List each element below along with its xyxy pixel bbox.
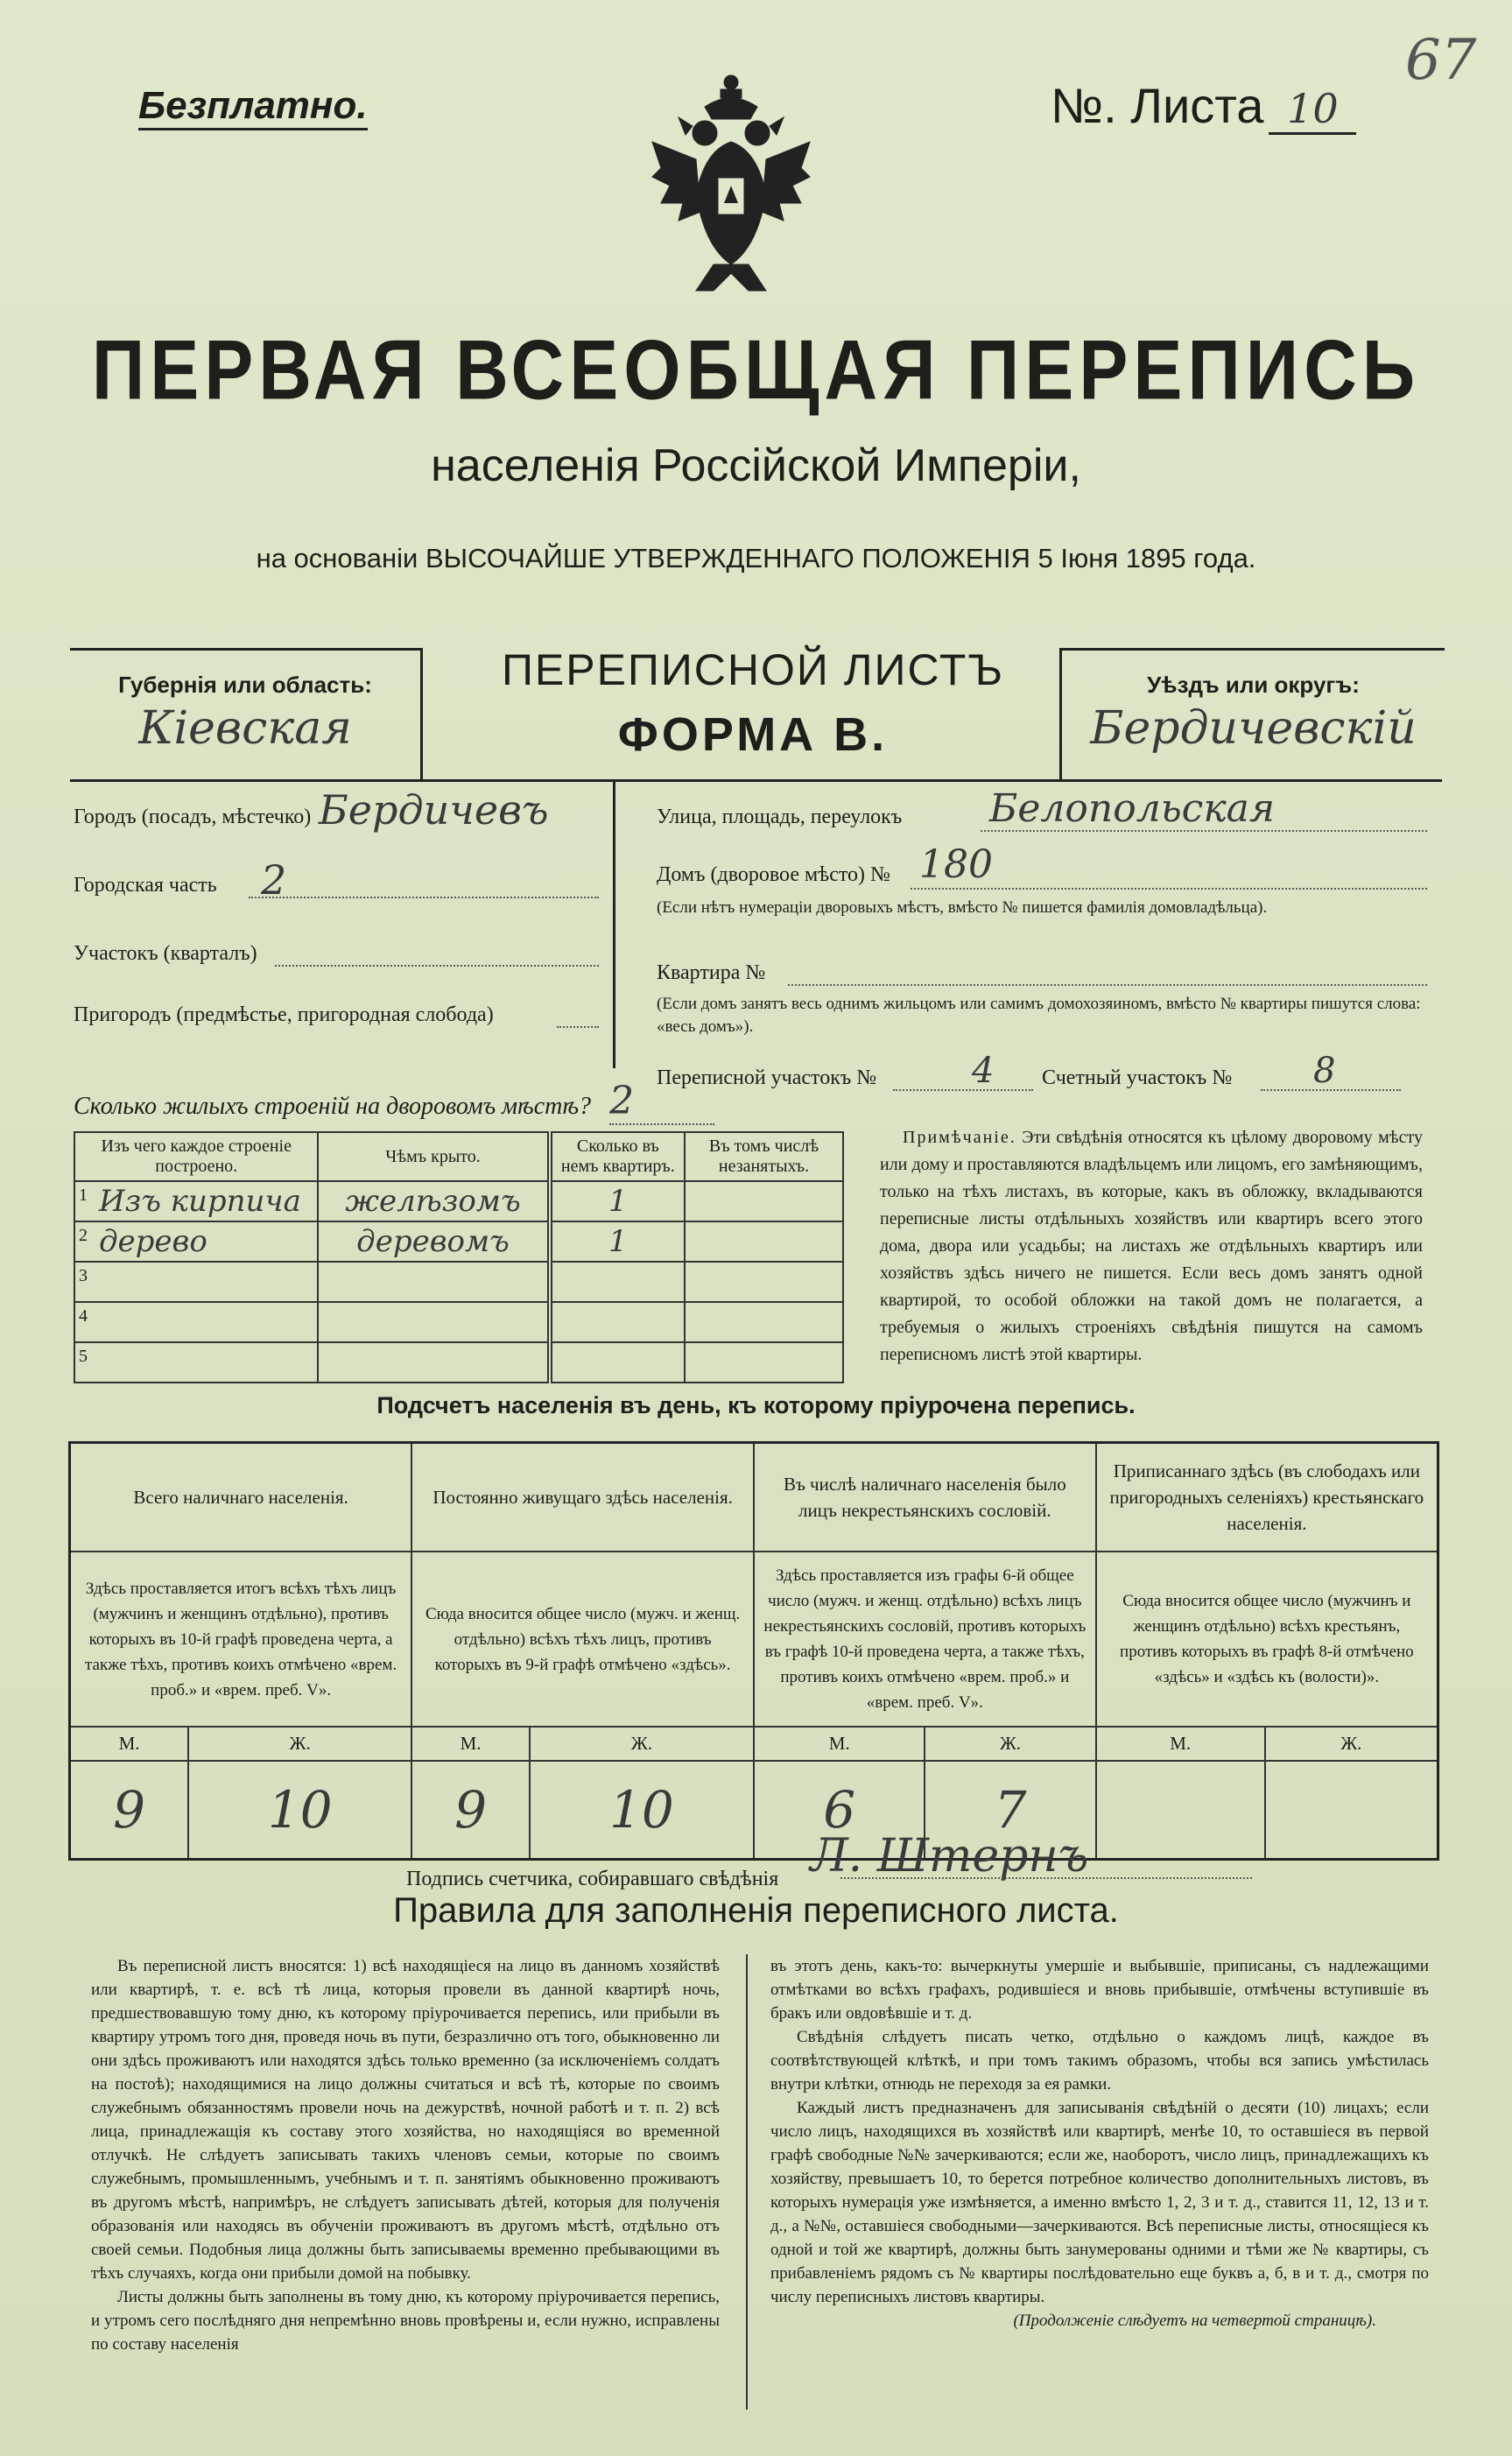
summary-col-peasant-head: Приписаннаго здѣсь (въ слободахъ или пригородныхъ селеніяхъ) крестьянскаго населенія. xyxy=(1096,1443,1438,1552)
row-number: 3 xyxy=(79,1266,88,1285)
buildings-note xyxy=(880,1124,1423,1369)
col-roof-header: Чѣмъ крыто. xyxy=(318,1132,549,1181)
male-label: М. xyxy=(70,1727,189,1761)
col-material-header: Изъ чего каждое строеніе построено. xyxy=(74,1132,318,1181)
buildings-answer: 2 xyxy=(609,1079,714,1125)
header-divider xyxy=(70,779,1442,782)
legal-basis: на основаніи ВЫСОЧАЙШЕ УТВЕРЖДЕННАГО ПОЛОЖЕНІЯ 5 Іюня 1895 года. xyxy=(256,543,1256,574)
rules-left-column xyxy=(91,1954,720,2356)
summary-col-nonpeasant-head: Въ числѣ наличнаго населенія было лицъ некрестьянскихъ сословій. xyxy=(754,1443,1096,1552)
row-number: 5 xyxy=(79,1347,88,1366)
col-apartments-header: Сколько въ немъ квартиръ. xyxy=(550,1132,685,1181)
main-title: ПЕРВАЯ ВСЕОБЩАЯ ПЕРЕПИСЬ xyxy=(91,321,1421,417)
street-row xyxy=(657,786,1427,848)
free-label: Безплатно. xyxy=(138,84,368,130)
roof-cell xyxy=(318,1342,549,1383)
apartment-label: Квартира № xyxy=(657,961,766,984)
female-label: Ж. xyxy=(188,1727,411,1761)
address-divider xyxy=(613,779,615,1068)
signature-value: Л. Штернъ xyxy=(810,1830,1089,1882)
counting-district-label: Счетный участокъ № xyxy=(1042,1066,1233,1089)
permanent-female-value: 10 xyxy=(530,1761,754,1860)
apartments-cell xyxy=(550,1262,685,1302)
female-label: Ж. xyxy=(1265,1727,1438,1761)
table-row xyxy=(74,1342,843,1383)
female-label: Ж. xyxy=(925,1727,1095,1761)
rules-paragraph: Свѣдѣнія слѣдуетъ писать четко, отдѣльно о каждомъ лицѣ, каждое въ соотвѣтствующей клѣткѣ, и при томъ такимъ образомъ, чтобы вся запись умѣстилась внутри клѣтки, отнюдь не переходя за ея рамки. xyxy=(770,2028,1429,2094)
table-row xyxy=(74,1262,843,1302)
table-row xyxy=(74,1221,843,1262)
buildings-question: Сколько жилыхъ строеній на дворовомъ мѣстѣ? xyxy=(74,1093,592,1120)
census-district-value: 4 xyxy=(972,1051,995,1091)
imperial-eagle-emblem-icon xyxy=(643,72,819,308)
summary-head-row xyxy=(70,1443,1438,1552)
signature-label: Подпись счетчика, собиравшаго свѣдѣнія xyxy=(406,1868,779,1890)
male-label: М. xyxy=(1096,1727,1265,1761)
sheet-number-area xyxy=(1051,77,1356,135)
row-number: 2 xyxy=(79,1226,88,1245)
note-text: Эти свѣдѣнія относятся къ цѣлому дворовому мѣсту или дому и проставляются владѣльцемъ или лицомъ, его замѣняющимъ, только на тѣхъ листахъ, въ которые, какъ въ обложку, вкладываются переписные листы отдѣльныхъ хозяйствъ или квартиръ всего этого дома, двора или усадьбы; на листахъ же отдѣльныхъ квартиръ или хозяйствъ здѣсь ничего не пишется. Если весь домъ занятъ одной квартирой, то особой обложки на такой домъ не полагается, а требуемыя о жилыхъ строеніяхъ свѣдѣнія пишутся на самомъ переписномъ листѣ этой квартиры. xyxy=(880,1128,1424,1364)
house-row xyxy=(657,842,1427,893)
row-number: 1 xyxy=(79,1186,88,1205)
house-label: Домъ (дворовое мѣсто) № xyxy=(657,863,890,886)
buildings-question-row xyxy=(74,1079,714,1125)
roof-cell xyxy=(318,1302,549,1342)
nonpeasant-male-value: 6 xyxy=(754,1761,925,1860)
vacant-cell xyxy=(685,1221,843,1262)
subtitle: населенія Россійской Имперіи, xyxy=(431,440,1081,491)
summary-col-peasant-desc: Сюда вносится общее число (мужчинъ и женщинъ отдѣльно) всѣхъ крестьянъ, противъ которыхъ въ графѣ 8-й отмѣчено «здѣсь» и «здѣсь къ (волости)». xyxy=(1096,1552,1438,1727)
city-part-label: Городская часть xyxy=(74,874,217,897)
suburb-label: Пригородъ (предмѣстье, пригородная слобода) xyxy=(74,1003,494,1026)
material-cell: Изъ кирпича xyxy=(99,1184,301,1219)
house-note: (Если нѣтъ нумераціи дворовыхъ мѣстъ, вмѣсто № пишется фамилія домовладѣльца). xyxy=(657,898,1268,917)
sheet-title: ПЕРЕПИСНОЙ ЛИСТЪ xyxy=(501,645,1005,694)
nonpeasant-female-value: 7 xyxy=(925,1761,1095,1860)
guberniya-label: Губернія или область: xyxy=(118,672,372,698)
block-label: Участокъ (кварталъ) xyxy=(74,942,257,965)
col-vacant-header: Въ томъ числѣ незанятыхъ. xyxy=(685,1132,843,1181)
note-title: Примѣчаніе. xyxy=(903,1128,1016,1147)
apartments-cell xyxy=(550,1302,685,1342)
rules-paragraph: Въ переписной листъ вносятся: 1) всѣ находящіеся на лицо въ данномъ хозяйствѣ или квартирѣ, т. е. всѣ тѣ лица, которыя провели въ данной квартирѣ ночь, предшествовавшую тому дню, къ которому пріурочивается перепись, или прибыли въ квартиру утромъ того дня, проведя ночь въ пути, безразлично отъ того, обыкновенно ли они здѣсь проживаютъ или находятся здѣсь только временно (за исключеніемъ солдатъ на постоѣ); находящимися на лицо должны считаться и всѣ тѣ, которые по своимъ служебнымъ обязанностямъ провели ночь на дежурствѣ, ночной работѣ и т. п. 2) всѣ лица, принадлежащія къ составу этого хозяйства, но находящіяся во временной отлучкѣ. Не слѣдуетъ записывать такихъ членовъ семьи, которые по своимъ служебнымъ, промышленнымъ, учебнымъ и т. п. занятіямъ обыкновенно проживаютъ въ другомъ мѣстѣ, напримѣръ, не слѣдуетъ записывать дѣтей, которыя для полученія образованія или находясь въ обученіи проживаютъ въ другомъ мѣстѣ, отдѣльно отъ своей семьи. Подобныя лица должны быть записываемы временно пребывающими въ тѣхъ случаяхъ, когда они прибыли домой на побывку. xyxy=(91,1957,720,2283)
table-row xyxy=(74,1302,843,1342)
archive-corner-number: 67 xyxy=(1405,28,1477,93)
districts-row xyxy=(657,1051,1427,1098)
rules-column-divider xyxy=(746,1954,748,2410)
rules-right-column xyxy=(770,1954,1429,2333)
rules-title: Правила для заполненія переписного листа. xyxy=(393,1891,1119,1930)
city-value: Бердичевъ xyxy=(319,786,549,834)
vacant-cell xyxy=(685,1302,843,1342)
rules-continued-note: (Продолженіе слѣдуетъ на четвертой страницѣ). xyxy=(1013,2312,1376,2330)
male-label: М. xyxy=(411,1727,530,1761)
sheet-number-value: 10 xyxy=(1269,85,1356,135)
apartment-row xyxy=(657,956,1427,988)
material-cell: дерево xyxy=(99,1224,207,1259)
apartments-cell: 1 xyxy=(550,1181,685,1221)
summary-col-total-head: Всего наличнаго населенія. xyxy=(70,1443,412,1552)
suburb-row xyxy=(74,996,599,1049)
table-row xyxy=(74,1181,843,1221)
census-district-label: Переписной участокъ № xyxy=(657,1066,877,1089)
apartment-note: (Если домъ занятъ весь однимъ жильцомъ или самимъ домохозяиномъ, вмѣсто № квартиры пишутся слова: «весь домъ»). xyxy=(657,995,1421,1036)
guberniya-value: Кіевская xyxy=(138,702,352,755)
vacant-cell xyxy=(685,1262,843,1302)
rules-paragraph: въ этотъ день, какъ-то: вычеркнуты умершіе и выбывшіе, приписаны, съ надлежащими отмѣтками во всѣхъ графахъ, родившіеся и вновь прибывшіе, отмѣчены вступившіе въ бракъ или овдовѣвшіе и т. д. xyxy=(770,1957,1429,2023)
summary-desc-row xyxy=(70,1552,1438,1727)
total-female-value: 10 xyxy=(188,1761,411,1860)
summary-col-permanent-desc: Сюда вносится общее число (мужч. и женщ. отдѣльно) всѣхъ тѣхъ лицъ, противъ которыхъ въ 9-й графѣ отмѣчено «здѣсь». xyxy=(411,1552,754,1727)
uezd-label: Уѣздъ или округъ: xyxy=(1147,672,1360,698)
street-value: Белопольская xyxy=(989,786,1275,831)
rules-paragraph: Каждый листъ предназначенъ для записыванія свѣдѣній о десяти (10) лицахъ; если число лицъ, находящихся въ хозяйствѣ или квартирѣ, менѣе 10, то оставшіеся въ первой графѣ свободные №№ зачеркиваются; если же, наоборотъ, число лицъ, принадлежащихъ къ хозяйству, превышаетъ 10, то берется потребное количество дополнительныхъ листовъ, въ которыхъ нумерація уже измѣняется, а именно вмѣсто 1, 2, 3 и т. д., ставится 11, 12, 13 и т. д., а №№, оставшіеся свободными—зачеркиваются. Всѣ переписные листы, относящіеся къ одной и той же квартирѣ, должны быть занумерованы одними и тѣми же № квартиры, съ прибавленіемъ рядомъ съ № квартиры послѣдовательно еще буквъ а, б, в и т. д., смотря по числу переписныхъ листовъ квартиры. xyxy=(770,2099,1429,2306)
house-value: 180 xyxy=(919,842,993,887)
buildings-table xyxy=(74,1131,844,1383)
apartments-cell xyxy=(550,1342,685,1383)
vacant-cell xyxy=(685,1342,843,1383)
roof-cell xyxy=(318,1262,549,1302)
city-part-row xyxy=(74,856,599,926)
block-row xyxy=(74,926,599,996)
uezd-value: Бердичевскій xyxy=(1090,702,1417,755)
form-name: ФОРМА В. xyxy=(617,708,889,761)
street-label: Улица, площадь, переулокъ xyxy=(657,806,903,828)
address-right xyxy=(657,786,1427,1098)
female-label: Ж. xyxy=(530,1727,754,1761)
summary-mf-row xyxy=(70,1727,1438,1761)
rules-paragraph: Листы должны быть заполнены въ тому дню, къ которому пріурочивается перепись, и утромъ сего послѣдняго дня непремѣнно вновь провѣрены и, если нужно, исправлены по составу населенія xyxy=(91,2288,720,2354)
total-male-value: 9 xyxy=(70,1761,189,1860)
uezd-box xyxy=(1059,648,1445,782)
peasant-female-value xyxy=(1265,1761,1438,1860)
vacant-cell xyxy=(685,1181,843,1221)
signature-line xyxy=(840,1877,1252,1879)
apartments-cell: 1 xyxy=(550,1221,685,1262)
signature-row xyxy=(406,1830,1282,1890)
sheet-title-block xyxy=(455,644,1051,762)
male-label: М. xyxy=(754,1727,925,1761)
summary-col-nonpeasant-desc: Здѣсь проставляется изъ графы 6-й общее число (мужч. и женщ. отдѣльно) всѣхъ лицъ некрестьянскихъ сословій, противъ которыхъ въ графѣ 10-й проведена черта, а также тѣхъ, противъ коихъ отмѣчено «врем. проб.» и «врем. преб. V». xyxy=(754,1552,1096,1727)
permanent-male-value: 9 xyxy=(411,1761,530,1860)
roof-cell: желѣзомъ xyxy=(318,1181,549,1221)
buildings-header-row xyxy=(74,1132,843,1181)
roof-cell: деревомъ xyxy=(318,1221,549,1262)
sheet-label: №. Листа xyxy=(1051,78,1264,133)
summary-table xyxy=(68,1441,1439,1861)
guberniya-box xyxy=(70,648,423,782)
address-left xyxy=(74,786,599,1049)
summary-col-permanent-head: Постоянно живущаго здѣсь населенія. xyxy=(411,1443,754,1552)
row-number: 4 xyxy=(79,1306,88,1326)
city-row xyxy=(74,786,599,856)
counting-district-value: 8 xyxy=(1313,1051,1336,1091)
summary-title: Подсчетъ населенія въ день, къ которому пріурочена перепись. xyxy=(376,1392,1136,1418)
summary-col-total-desc: Здѣсь проставляется итогъ всѣхъ тѣхъ лицъ (мужчинъ и женщинъ отдѣльно), противъ которыхъ въ 10-й графѣ проведена черта, а также тѣхъ, противъ коихъ отмѣчено «врем. проб.» и «врем. преб. V». xyxy=(70,1552,412,1727)
city-part-value: 2 xyxy=(261,856,287,904)
city-label: Городъ (посадъ, мѣстечко) xyxy=(74,806,312,828)
